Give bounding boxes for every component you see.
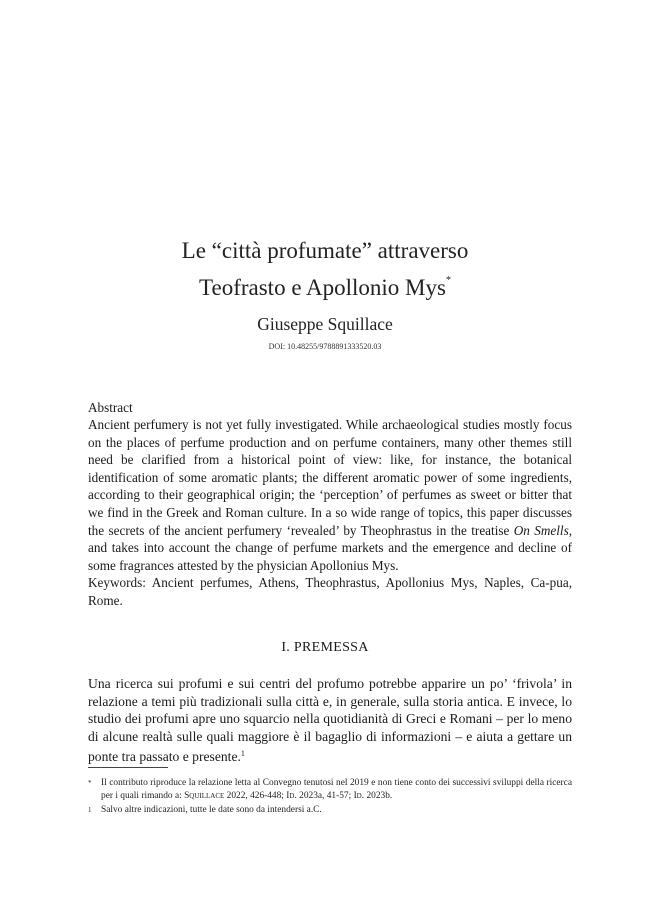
footnote-text-part: 2022, 426-448; [224,791,287,801]
abstract-text-1: Ancient perfumery is not yet fully investigated. While archaeological studies mostly focus on the places of perfume production and on perfume containers, many other themes still need be clarified from a historical point of view: like, for instance, the botanical identification of some aromatic plants; the different aromatic power of some ingredients, according to their geographical origin; the ‘perception’ of perfumes as sweet or bitter that we find in the Greek and Roman culture. In a so wide range of topics, this paper discusses the secrets of the ancient perfumery ‘revealed’ by Theophrastus in the treatise [88,417,572,538]
title-line-2-text: Teofrasto e Apollonio Mys [199,275,446,300]
footnote-1 [88,804,572,817]
doi: DOI: 10.48255/9788891333520.03 [268,342,382,351]
intro-note-ref: 1 [240,749,245,759]
title-line-1: Le “città profumate” attraverso [181,238,469,263]
article-title [0,236,650,303]
section-heading: I. PREMESSA [281,640,369,655]
footnote-text [88,777,572,803]
intro-paragraph [88,675,572,766]
abstract-label: Abstract [88,400,133,415]
footnote-author-ref: Id. [286,791,297,801]
abstract-body [88,416,572,574]
intro-text: Una ricerca sui profumi e sui centri del profumo potrebbe apparire un po’ ‘frivola’ in relazione a temi più tradizionali sulla città e, in generale, sulla storia antica. E invece, lo studio dei profumi apre uno squarcio nella quotidianità di Greci e Romani – per lo meno di alcune realtà sulle quali maggiore è il bagaglio di informazioni – e aiuta a gettare un ponte tra passato e presente. [88,676,572,765]
title-line-2 [0,266,650,303]
keywords: Keywords: Ancient perfumes, Athens, Theophrastus, Apollonius Mys, Naples, Ca-pua, Rome. [88,575,572,608]
footnote-author-ref: Id. [353,791,365,801]
footnote-text-part: 2023b. [364,791,393,801]
abstract-text-2: , and takes into account the change of perfume markets and the emergence and decline of some fragrances attested by the physician Apollonius Mys. [88,522,572,573]
footnote-mark: 1 [88,806,92,814]
author-name: Giuseppe Squillace [257,314,393,334]
footnote-text-part: Il contributo riproduce la relazione letta al Convegno tenutosi nel 2019 e non tiene conto dei successivi sviluppi della ricerca per i quali rimando a: [101,778,572,801]
footnote-text: Salvo altre indicazioni, tutte le date sono da intendersi a.C. [101,805,322,815]
footnote-mark: * [88,779,92,787]
footnote-author-ref: Squillace [184,791,225,801]
abstract-italic-title: On Smells [513,522,569,538]
footnote-text-part: 2023a, 41-57; [296,791,354,801]
title-footnote-marker: * [445,275,451,286]
footnote-star [88,777,572,803]
footnote-rule [88,767,168,768]
